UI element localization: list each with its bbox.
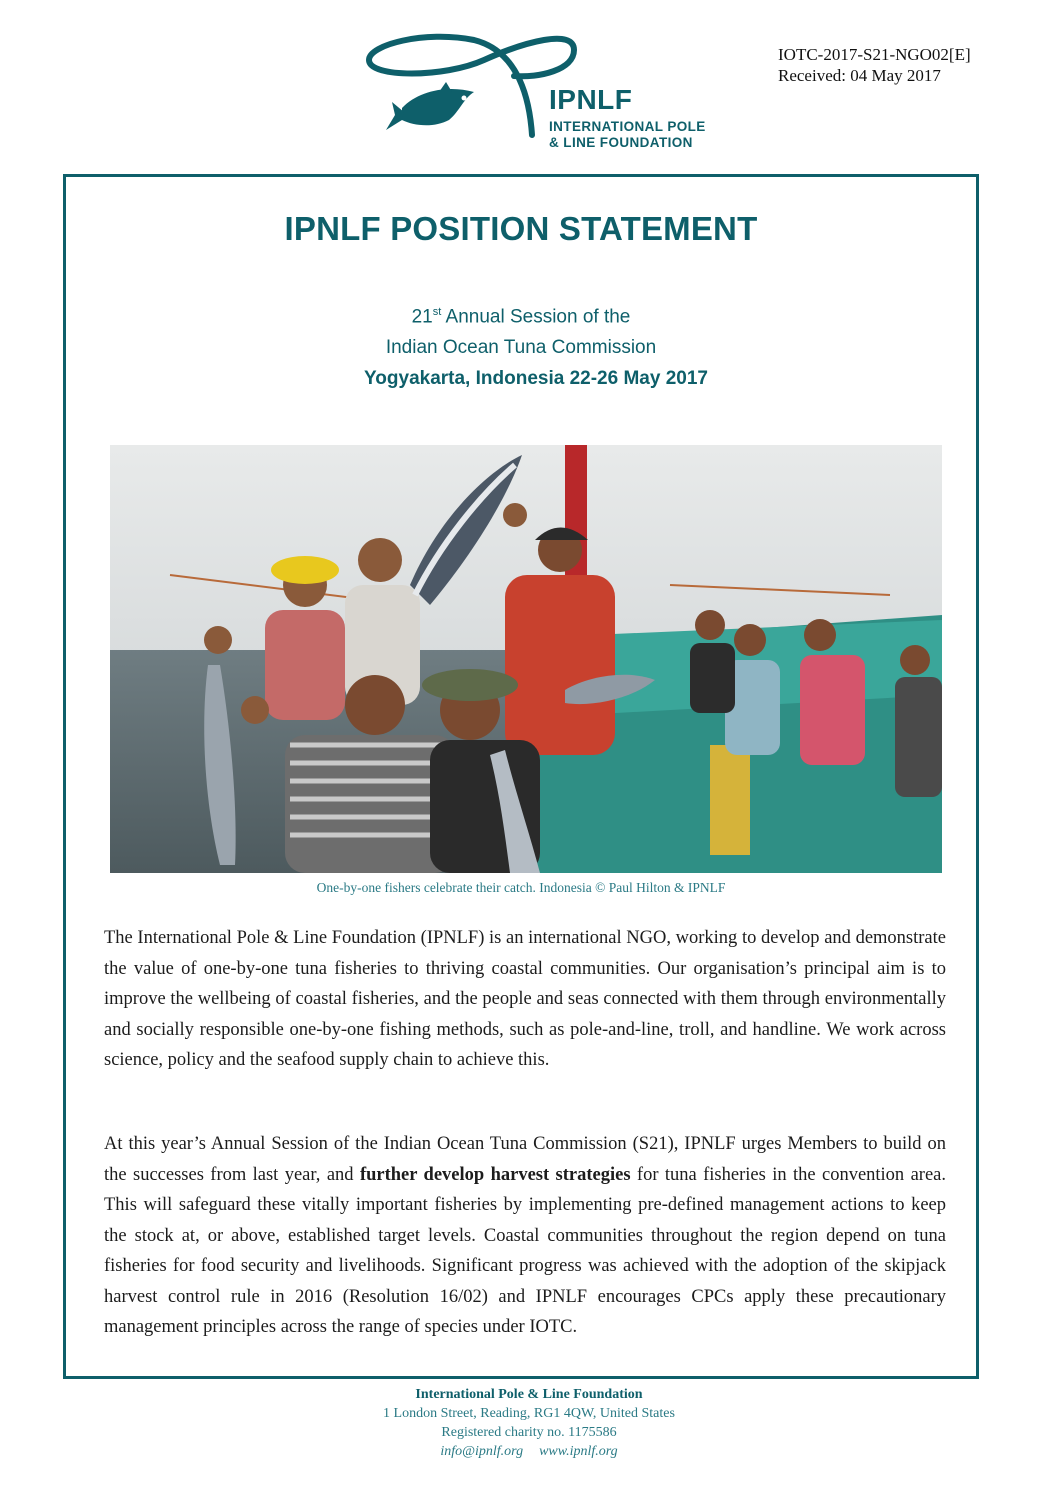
page-title: IPNLF POSITION STATEMENT xyxy=(284,210,758,247)
received-date: Received: 04 May 2017 xyxy=(778,66,941,85)
footer-contact xyxy=(0,1442,1058,1461)
intro-paragraph: The International Pole & Line Foundation (IPNLF) is an international NGO, working to develop and demonstrate the value of one-by-one tuna fisheries to thriving coastal communities. Our organisation’s principal aim is to improve the wellbeing of coastal fisheries, and the people and seas connected with them through environmentally and socially responsible one-by-one fishing methods, such as pole-and-line, troll, and handline. We work across science, policy and the seafood supply chain to achieve this. xyxy=(104,928,946,1070)
paragraph2-text-start: At this year’s Annual Session of the Indian Ocean Tuna Commission (S21), IPNLF urges Members to build on the successes from last year, and xyxy=(104,1134,946,1185)
ipnlf-logo xyxy=(364,30,724,155)
document-reference xyxy=(778,44,971,86)
content-frame xyxy=(63,174,979,1379)
page-footer xyxy=(0,1385,1058,1461)
footer-web-link[interactable]: www.ipnlf.org xyxy=(539,1444,618,1459)
footer-email-link[interactable]: info@ipnlf.org xyxy=(440,1444,524,1459)
logo-subtitle-line1: INTERNATIONAL POLE xyxy=(549,119,706,134)
position-paragraph xyxy=(104,1129,946,1343)
paragraph2-text-end: for tuna fisheries in the convention area. This will safeguard these vitally important fisheries by implementing pre-defined management actions to keep the stock at, or above, established target levels. Coastal communities throughout the region depend on tuna fisheries for food security and livelihoods. Significant progress was achieved with the adoption of the skipjack harvest control rule in 2016 (Resolution 16/02) and IPNLF encourages CPCs apply these precautionary management principles across the range of species under IOTC. xyxy=(104,1164,946,1337)
subtitle-line3: Yogyakarta, Indonesia 22-26 May 2017 xyxy=(364,368,708,390)
logo-subtitle xyxy=(549,119,706,151)
footer-address: 1 London Street, Reading, RG1 4QW, United States xyxy=(383,1406,675,1421)
logo-subtitle-line2: & LINE FOUNDATION xyxy=(549,135,693,150)
ordinal-suffix: st xyxy=(432,306,442,318)
subtitle-line2: Indian Ocean Tuna Commission xyxy=(385,337,657,359)
subtitle-line1-text: Annual Session of the xyxy=(441,306,631,328)
document-code: IOTC-2017-S21-NGO02[E] xyxy=(778,45,971,64)
subtitle-line1 xyxy=(66,297,976,332)
logo-name: IPNLF xyxy=(549,84,633,115)
fishers-photo xyxy=(110,445,942,873)
footer-org-name: International Pole & Line Foundation xyxy=(415,1387,643,1402)
photo-fishers-with-tuna-icon xyxy=(110,445,942,873)
footer-charity: Registered charity no. 1175586 xyxy=(441,1425,617,1440)
paragraph2-emphasis: further develop harvest strategies xyxy=(359,1164,631,1185)
event-subtitle xyxy=(66,297,976,394)
ordinal-number: 21 xyxy=(411,306,433,328)
photo-caption: One-by-one fishers celebrate their catch. Indonesia © Paul Hilton & IPNLF xyxy=(316,880,726,895)
